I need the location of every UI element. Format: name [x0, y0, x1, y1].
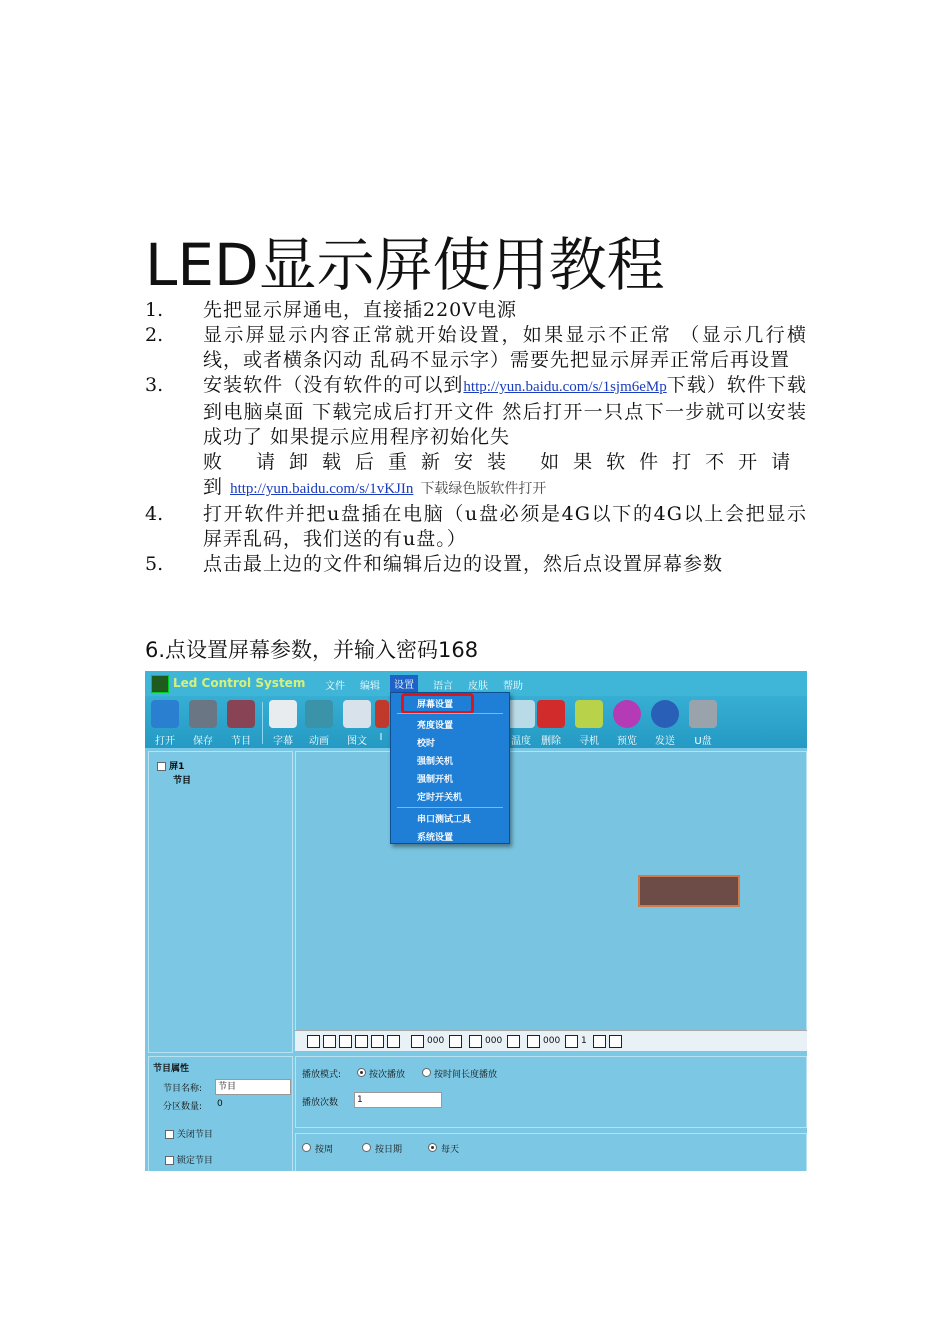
up-icon[interactable] [469, 1035, 482, 1048]
menu-item-timer-switch[interactable]: 定时开关机 [417, 793, 463, 803]
play-settings [295, 1056, 807, 1128]
image-text-button[interactable] [339, 698, 375, 746]
program-button[interactable] [223, 698, 259, 746]
step-text: 打开软件并把u盘插在电脑（u盘必须是4G以下的4G以上会把显示屏弄乱码，我们送的有u盘。） [203, 503, 807, 550]
last-icon[interactable] [449, 1035, 462, 1048]
tool-label: U盘 [694, 736, 712, 747]
send-button[interactable] [647, 698, 683, 746]
radio-label: 按时间长度播放 [434, 1070, 498, 1080]
step-number: 4. [145, 503, 164, 525]
download-link[interactable]: http://yun.baidu.com/s/1sjm6eMp [463, 379, 667, 395]
usb-button[interactable] [685, 698, 721, 746]
tool-label: 删除 [541, 736, 561, 747]
pen-icon [269, 700, 297, 728]
open-button[interactable] [147, 698, 183, 746]
led-control-screenshot [145, 671, 807, 1171]
layout-icon[interactable] [339, 1035, 352, 1048]
menu-help[interactable]: 帮助 [503, 681, 523, 692]
globe-icon [651, 700, 679, 728]
plus-icon[interactable] [527, 1035, 540, 1048]
search-icon [575, 700, 603, 728]
toolbar-divider [262, 702, 263, 744]
list-item [145, 552, 807, 577]
schedule-settings [295, 1133, 807, 1171]
step-number: 3. [145, 374, 164, 396]
list-item [145, 502, 807, 552]
usb-icon [689, 700, 717, 728]
folder-icon [151, 700, 179, 728]
program-properties [148, 1056, 293, 1171]
tool-label: 图文 [347, 736, 367, 747]
radio-label: 每天 [441, 1145, 460, 1155]
tool-label: 温度 [511, 736, 531, 747]
list-item [145, 373, 807, 502]
step-text [203, 373, 807, 502]
radio-label: 按次播放 [369, 1070, 406, 1080]
field-label: 播放次数 [302, 1098, 339, 1108]
menu-settings[interactable]: 设置 [390, 675, 418, 692]
layout-icon[interactable] [371, 1035, 384, 1048]
step-number: 2. [145, 324, 164, 346]
animation-button[interactable] [301, 698, 337, 746]
step-text-part: 下载绿色版软件打开 [420, 481, 547, 497]
radio-label: 按日期 [375, 1145, 403, 1155]
radio-selected[interactable] [357, 1068, 366, 1077]
checkbox-label: 锁定节目 [176, 1156, 213, 1166]
play-icon [613, 700, 641, 728]
layout-icon[interactable] [323, 1035, 336, 1048]
tree-label: 节目 [173, 776, 192, 786]
zoom-value: 000 [427, 1036, 445, 1046]
menu-item-serial-test[interactable]: 串口测试工具 [417, 815, 472, 825]
divider [397, 807, 503, 808]
menu-edit[interactable]: 编辑 [360, 681, 380, 692]
step-text-part: 下载）软件下载到电脑桌面 下载完成后打开文件 然后打开一只点下一步就可以安装成功了 如果提示应用程序初始化失 [203, 374, 807, 448]
radio[interactable] [302, 1143, 311, 1152]
divider [397, 713, 503, 714]
film-icon [227, 700, 255, 728]
field-label: 播放模式: [302, 1070, 342, 1080]
step-text: 点击最上边的文件和编辑后边的设置，然后点设置屏幕参数 [203, 553, 724, 575]
radio-label: 按周 [315, 1145, 334, 1155]
menu-file[interactable]: 文件 [325, 681, 345, 692]
down-icon[interactable] [507, 1035, 520, 1048]
menu-item-force-off[interactable]: 强制关机 [417, 757, 454, 767]
list-item [145, 298, 807, 323]
step-text: 先把显示屏通电，直接插220V电源 [203, 299, 517, 321]
menu-skin[interactable]: 皮肤 [468, 681, 488, 692]
tool-label: I [379, 732, 383, 743]
step-number: 1. [145, 299, 164, 321]
cloud-icon [507, 700, 535, 728]
tool-label: 字幕 [273, 736, 293, 747]
close-program-checkbox[interactable] [165, 1127, 213, 1140]
layout-icon[interactable] [355, 1035, 368, 1048]
search-device-button[interactable] [571, 698, 607, 746]
program-name-input[interactable]: 节目 [215, 1079, 291, 1095]
screen-area-preview[interactable] [638, 875, 740, 907]
tree-item-screen[interactable] [157, 759, 184, 772]
tool-label: 寻机 [579, 736, 599, 747]
program-tree [148, 751, 293, 1053]
tool-label: 打开 [155, 736, 175, 747]
document-icon [343, 700, 371, 728]
menu-item-system-settings[interactable]: 系统设置 [417, 833, 454, 843]
menu-language[interactable]: 语言 [433, 681, 453, 692]
field-label: 节目名称: [163, 1084, 203, 1094]
tool-label: 保存 [193, 736, 213, 747]
zoom-out-icon[interactable] [593, 1035, 606, 1048]
zoom-toolbar [295, 1030, 807, 1051]
section-header: 节目属性 [153, 1064, 190, 1074]
tool-label: 动画 [309, 736, 329, 747]
animation-icon [305, 700, 333, 728]
checkbox[interactable] [157, 762, 166, 771]
menu-item-time-sync[interactable]: 校时 [417, 739, 436, 749]
first-icon[interactable] [411, 1035, 424, 1048]
save-button[interactable] [185, 698, 221, 746]
app-name: Led Control System [173, 676, 306, 690]
tool-label: 节目 [231, 736, 251, 747]
layout-icon[interactable] [307, 1035, 320, 1048]
step-text-part: 败 请卸载后重新安装 如果软件打不开请 [203, 451, 805, 473]
step-6-heading: 6.点设置屏幕参数，并输入密码168 [145, 638, 479, 662]
radio[interactable] [422, 1068, 431, 1077]
page-title: LED显示屏使用教程 [145, 231, 665, 299]
menu-item-brightness[interactable]: 亮度设置 [417, 721, 454, 731]
step-text-part: 安装软件（没有软件的可以到 [203, 374, 464, 396]
tool-label: 预览 [617, 736, 637, 747]
radio[interactable] [362, 1143, 371, 1152]
zoom-value: 1 [581, 1036, 587, 1046]
zoom-value: 000 [543, 1036, 561, 1046]
checkbox[interactable] [165, 1130, 174, 1139]
checkbox[interactable] [165, 1156, 174, 1165]
tree-item-program[interactable] [173, 773, 191, 786]
delete-button[interactable] [533, 698, 569, 746]
save-icon [189, 700, 217, 728]
zoom-value: 000 [485, 1036, 503, 1046]
preview-button[interactable] [609, 698, 645, 746]
settings-dropdown [390, 692, 510, 844]
menu-item-force-on[interactable]: 强制开机 [417, 775, 454, 785]
steps-list [145, 298, 807, 577]
radio-selected[interactable] [428, 1143, 437, 1152]
zoom-in-icon[interactable] [565, 1035, 578, 1048]
lock-program-checkbox[interactable] [165, 1153, 213, 1166]
layout-icon[interactable] [387, 1035, 400, 1048]
step-text: 显示屏显示内容正常就开始设置，如果显示不正常 （显示几行横线，或者横条闪动 乱码不显示字）需要先把显示屏弄正常后再设置 [203, 324, 807, 371]
menu-item-screen-settings[interactable]: 屏幕设置 [417, 700, 454, 710]
tool-icon [375, 700, 389, 728]
checkbox-label: 关闭节目 [176, 1130, 213, 1140]
green-version-link[interactable]: http://yun.baidu.com/s/1vKJIn [230, 481, 414, 497]
play-count-stepper[interactable]: 1 [354, 1092, 442, 1108]
field-label: 分区数量: [163, 1102, 203, 1112]
delete-icon [537, 700, 565, 728]
app-logo-icon [151, 675, 169, 693]
list-item [145, 323, 807, 373]
tree-label: 屏1 [169, 762, 185, 772]
step-text-part: 到 [203, 476, 224, 498]
area-count-value: 0 [217, 1099, 223, 1109]
tool-label: 发送 [655, 736, 675, 747]
fit-icon[interactable] [609, 1035, 622, 1048]
step-number: 5. [145, 553, 164, 575]
subtitle-button[interactable] [265, 698, 301, 746]
